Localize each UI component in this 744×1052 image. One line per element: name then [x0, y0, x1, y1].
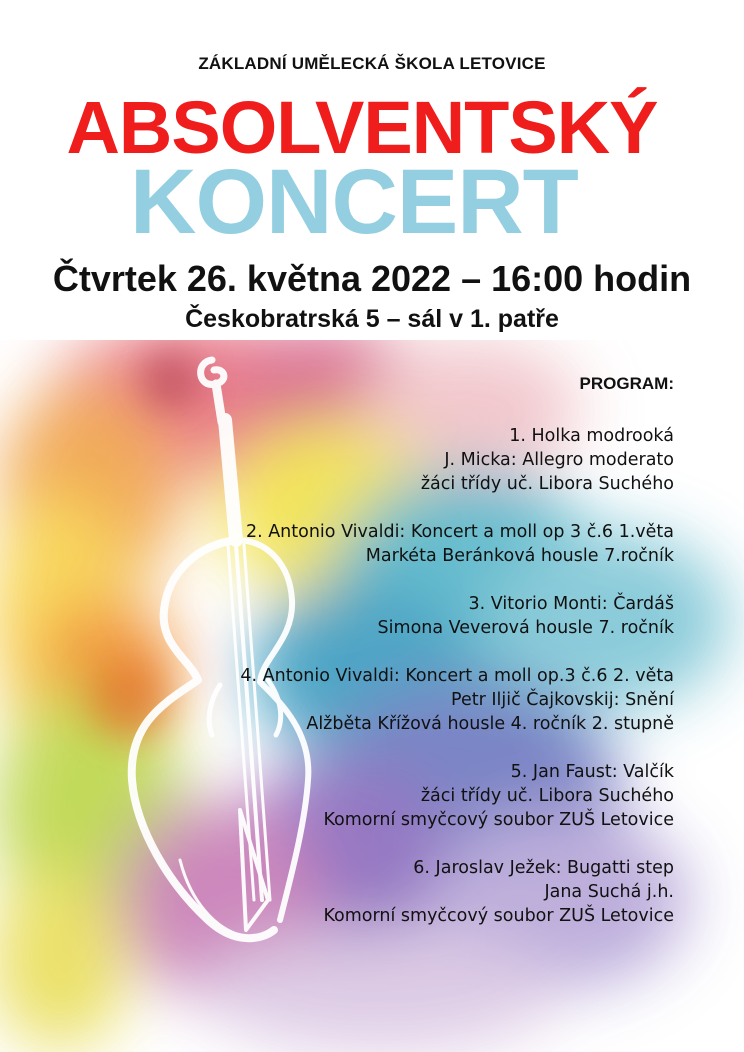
event-date-time: Čtvrtek 26. května 2022 – 16:00 hodin [52, 258, 692, 299]
title-line-1: ABSOLVENTSKÝ [66, 86, 658, 169]
program-line: Simona Veverová housle 7. ročník [377, 618, 674, 638]
program-line: 3. Vitorio Monti: Čardáš [468, 594, 674, 614]
title-line-2: KONCERT [130, 151, 578, 253]
program-line: 2. Antonio Vivaldi: Koncert a moll op 3 č.6 1.věta [245, 522, 674, 542]
program-line: Komorní smyčcový soubor ZUŠ Letovice [323, 906, 674, 926]
program-heading: PROGRAM: [579, 374, 674, 393]
program-item [74, 424, 674, 496]
program-line: 1. Holka modrooká [509, 426, 674, 446]
program-item [74, 592, 674, 640]
program-line: Jana Suchá j.h. [544, 882, 674, 902]
program-line: Alžběta Křížová housle 4. ročník 2. stupně [306, 714, 674, 734]
program-item [74, 664, 674, 736]
program-line: 4. Antonio Vivaldi: Koncert a moll op.3 č.6 2. věta [240, 666, 674, 686]
program-line: 5. Jan Faust: Valčík [510, 762, 674, 782]
program-line: J. Micka: Allegro moderato [444, 450, 674, 470]
program-item [74, 856, 674, 928]
school-name: ZÁKLADNÍ UMĚLECKÁ ŠKOLA LETOVICE [198, 54, 546, 73]
program-line: Komorní smyčcový soubor ZUŠ Letovice [323, 810, 674, 830]
event-place: Českobratrská 5 – sál v 1. patře [185, 305, 559, 333]
program-line: Markéta Beránková housle 7.ročník [365, 546, 674, 566]
program-item [74, 520, 674, 568]
program-line: Petr Iljič Čajkovskij: Snění [451, 690, 674, 710]
program-line: 6. Jaroslav Ježek: Bugatti step [413, 858, 674, 878]
program-line: žáci třídy uč. Libora Suchého [420, 786, 674, 806]
program-line: žáci třídy uč. Libora Suchého [420, 474, 674, 494]
program-list [74, 372, 674, 952]
program-item [74, 760, 674, 832]
